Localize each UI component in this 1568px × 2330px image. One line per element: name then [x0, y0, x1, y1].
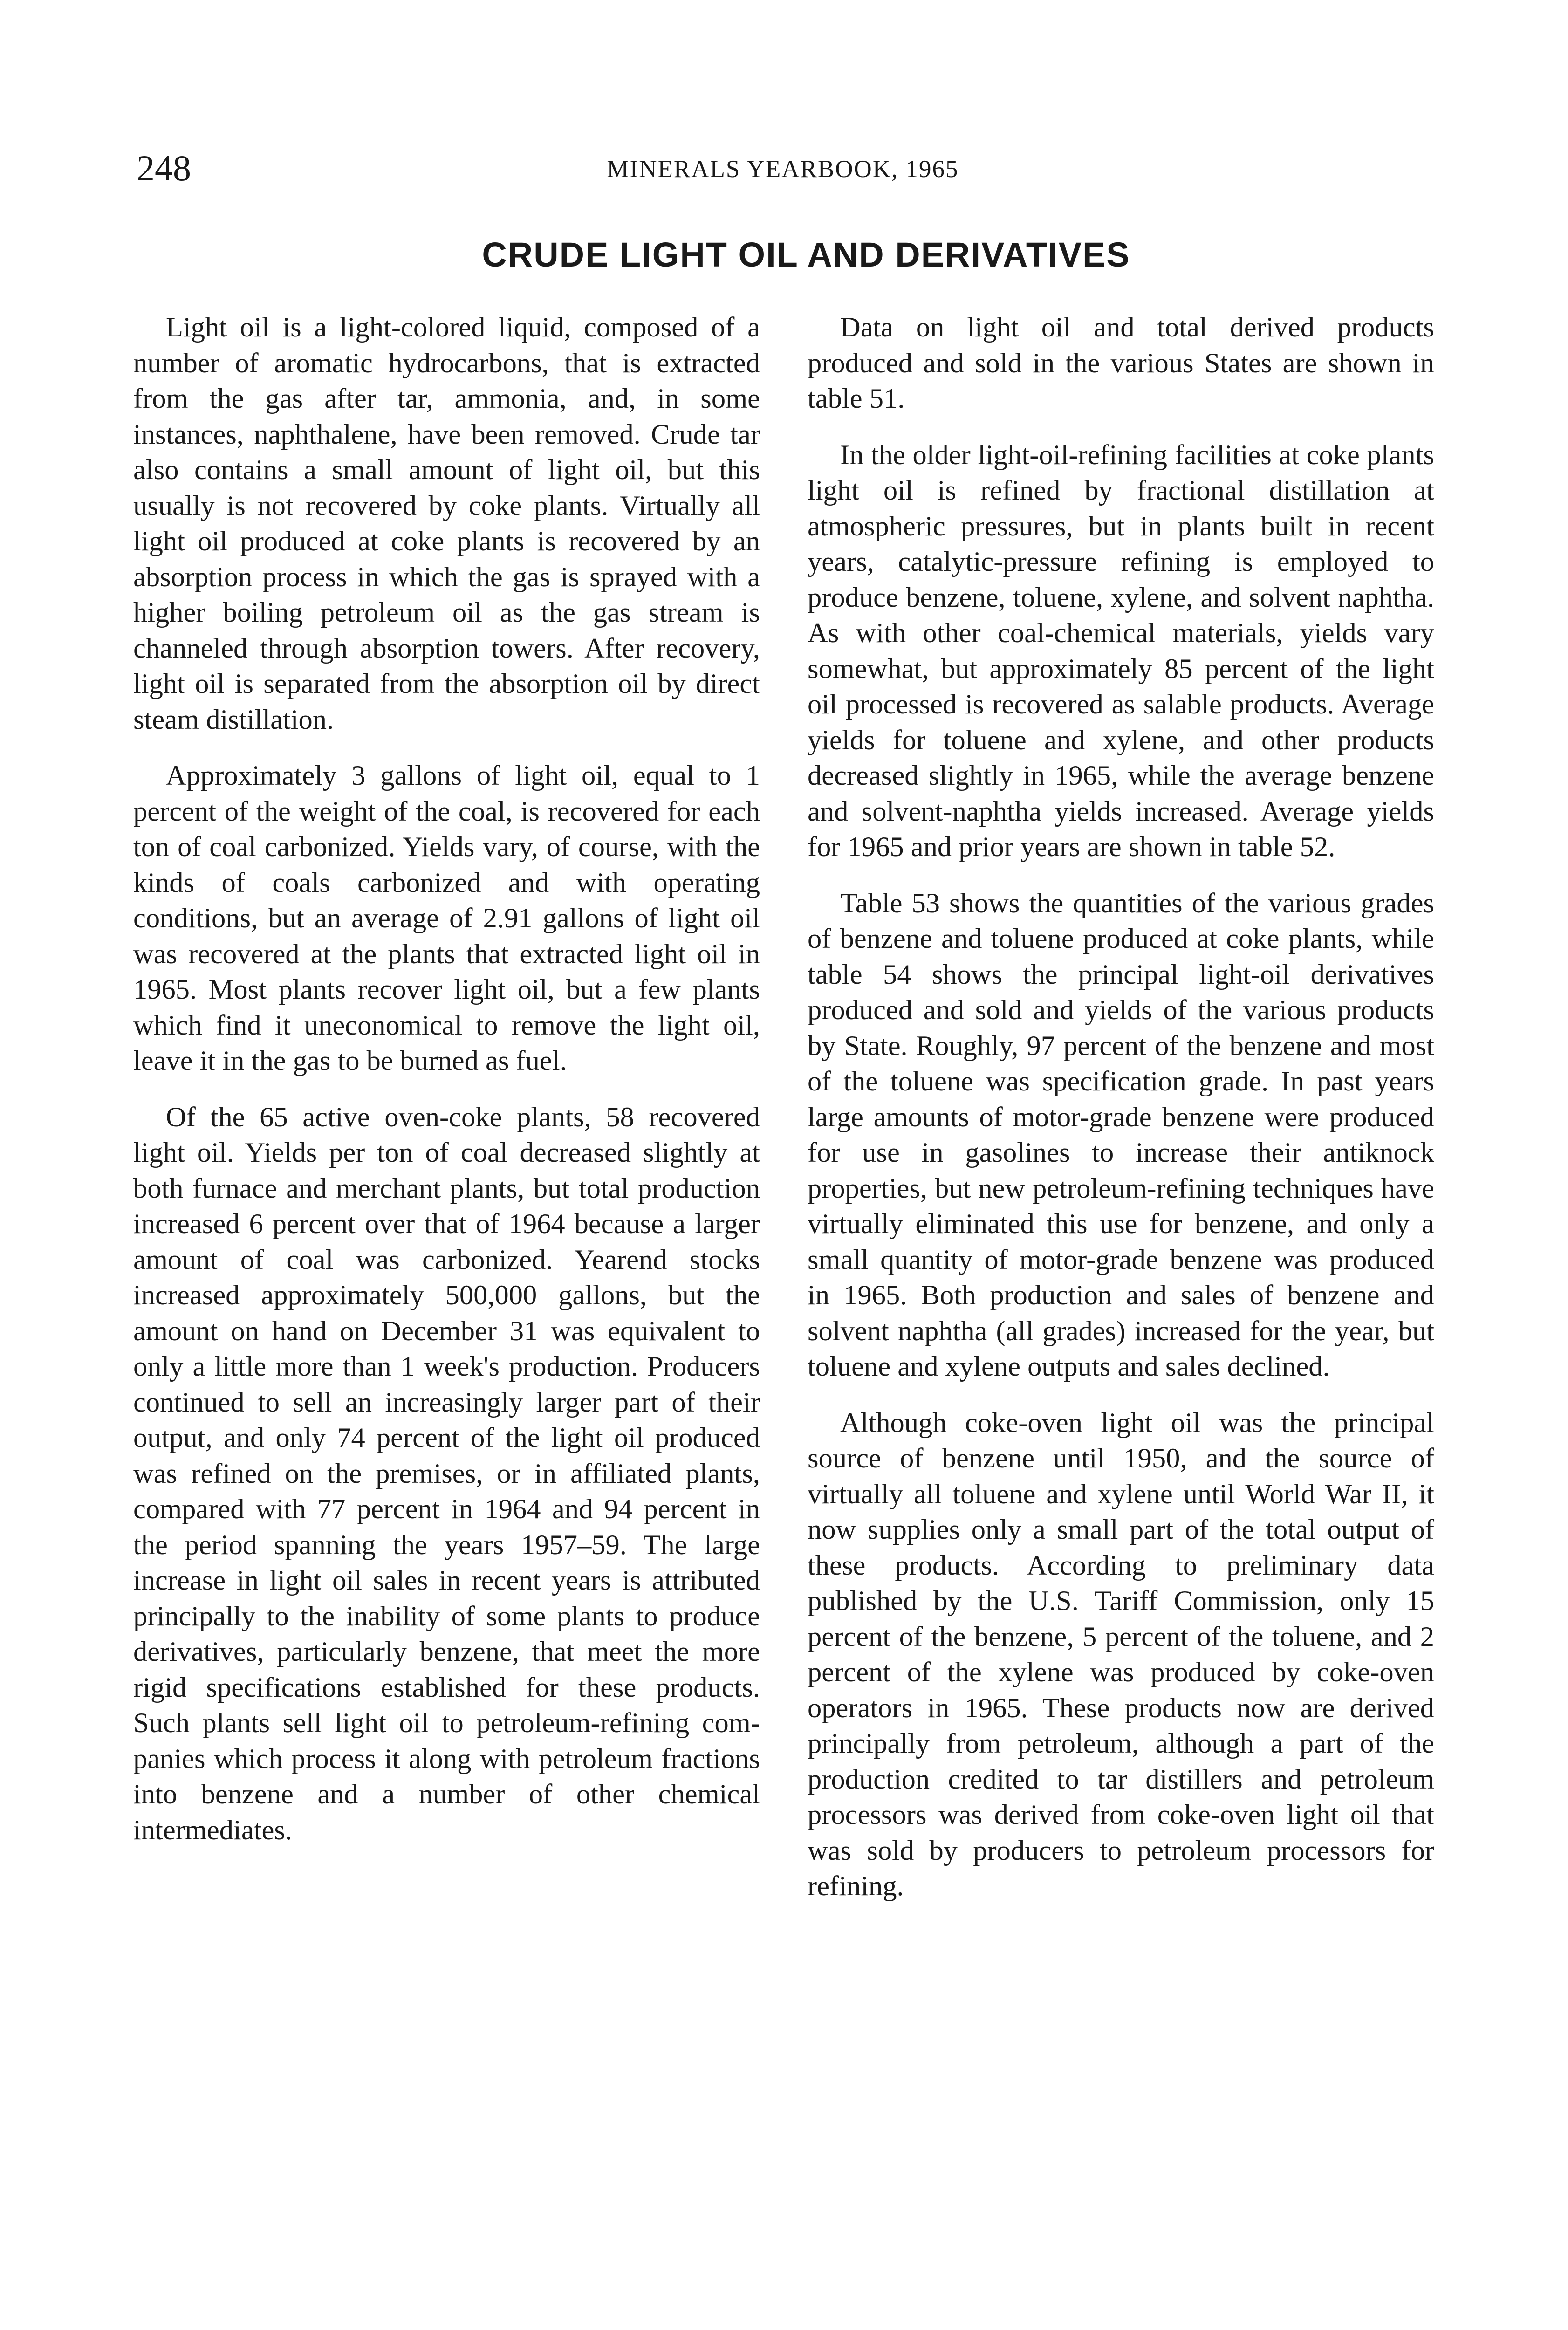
page-number: 248 — [137, 148, 191, 188]
paragraph: Although coke-oven light oil was the principal source of benzene until 1950, and the source of virtually all toluene and xylene until World War II, it now supplies only a small part of the total output of these products. According to preliminary data published by the U.S. Tariff Commission, only 15 percent of the benzene, 5 percent of the toluene, and 2 percent of the xylene was produced by coke-oven operators in 1965. These products now are derived principally from petroleum, although a part of the production credited to tar distillers and petroleum processors was derived from coke-oven light oil that was sold by producers to petroleum processors for refining. — [808, 1407, 1434, 1902]
paragraph: Data on light oil and total derived products produced and sold in the various States are shown in table 51. — [808, 312, 1434, 414]
section-title: CRUDE LIGHT OIL AND DERIVATIVES — [482, 235, 1130, 274]
paragraph: In the older light-oil-refining facilities at coke plants light oil is refined by fractional distillation at atmospheric pressures, but in plants built in recent years, catalytic-pressure refining is employed to produce benzene, toluene, xylene, and solvent naphtha. As with other coal-chemical materials, yields vary somewhat, but approximately 85 percent of the light oil processed is recovered as salable products. Average yields for toluene and xylene, and other products decreased slightly in 1965, while the average benzene and solvent-naphtha yields increased. Average yields for 1965 and prior years are shown in table 52. — [808, 439, 1434, 863]
paragraph: Approximately 3 gallons of light oil, equal to 1 percent of the weight of the coal, is recovered for each ton of coal carbonized. Yields vary, of course, with the kinds of coals carbonized and with operating conditions, but an average of 2.91 gallons of light oil was recovered at the plants that extracted light oil in 1965. Most plants recover light oil, but a few plants which find it uneconomical to remove the light oil, leave it in the gas to be burned as fuel. — [133, 760, 760, 1076]
paragraph: Of the 65 active oven-coke plants, 58 recovered light oil. Yields per ton of coal decreased slightly at both furnace and merchant plants, but total production increased 6 percent over that of 1964 because a larger amount of coal was carbonized. Yearend stocks increased approximately 500,000 gallons, but the amount on hand on December 31 was equivalent to only a little more than 1 week's production. Producers continued to sell an increasingly larger part of their output, and only 74 percent of the light oil produced was refined on the premises, or in affiliated plants, compared with 77 percent in 1964 and 94 percent in the period spanning the years 1957–59. The large increase in light oil sales in recent years is attributed principally to the inability of some plants to produce derivatives, particularly benzene, that meet the more rigid specifications established for these products. Such plants sell light oil to petroleum-refining companies which process it along with petroleum fractions into benzene and a number of other chemical intermediates. — [133, 1101, 760, 1846]
right-column — [808, 310, 1434, 1925]
paragraph: Light oil is a light-colored liquid, composed of a number of aromatic hydrocarbons, that is extracted from the gas after tar, ammonia, and, in some instances, naphthalene, have been removed. Crude tar also contains a small amount of light oil, but this usually is not recovered by coke plants. Virtually all light oil produced at coke plants is recovered by an absorption process in which the gas is sprayed with a higher boiling petroleum oil as the gas stream is channeled through absorption towers. After recovery, light oil is separated from the absorption oil by direct steam distillation. — [133, 312, 760, 735]
running-head: MINERALS YEARBOOK, 1965 — [607, 156, 959, 183]
left-column — [133, 310, 760, 1869]
paragraph: Table 53 shows the quantities of the various grades of benzene and toluene produced at coke plants, while table 54 shows the principal light-oil derivatives produced and sold and yields of the various products by State. Roughly, 97 percent of the benzene and most of the toluene was specification grade. In past years large amounts of motor-grade benzene were produced for use in gasolines to increase their antiknock properties, but new petroleum-refining techniques have virtually eliminated this use for benzene, and only a small quantity of motor-grade benzene was produced in 1965. Both production and sales of benzene and solvent naphtha (all grades) increased for the year, but toluene and xylene outputs and sales declined. — [808, 887, 1434, 1382]
